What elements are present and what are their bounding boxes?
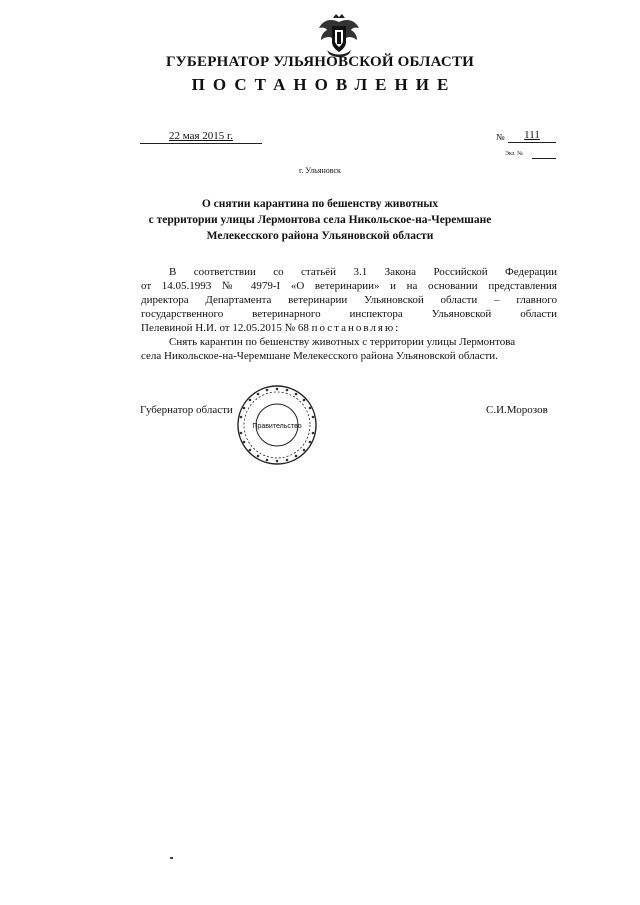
subject-line: Мелекесского района Ульяновской области [206, 230, 434, 242]
body-line [141, 321, 557, 335]
city: г. Ульяновск [299, 166, 341, 175]
coat-of-arms-icon [317, 12, 361, 58]
decree-word: постановляю: [311, 322, 401, 334]
official-seal-icon [235, 383, 319, 467]
seal-text: Правительство [252, 423, 302, 430]
document-number: 111 [508, 129, 556, 143]
date-value: 22 мая 2015 г. [168, 130, 234, 142]
scan-speck [170, 857, 173, 859]
copy-number-label: Экз. № [505, 151, 523, 157]
document-type: ПОСТАНОВЛЕНИЕ [191, 75, 457, 94]
signer-title: Губернатор области [140, 404, 233, 416]
body-line-start: Пелевиной Н.И. от 12.05.2015 № 68 [141, 322, 309, 334]
body-line: В соответствии со статьёй 3.1 Закона Российской Федерации [169, 266, 557, 278]
issuing-authority: ГУБЕРНАТОР УЛЬЯНОВСКОЙ ОБЛАСТИ [165, 54, 475, 70]
number-label: № [496, 132, 505, 142]
document-subject [120, 196, 520, 244]
subject-line: с территории улицы Лермонтова села Никольское-на-Черемшане [148, 214, 492, 226]
subject-line: О снятии карантина по бешенству животных [201, 198, 439, 210]
body-line: директора Департамента ветеринарии Ульяновской области – главного [141, 294, 557, 306]
body-line: государственного ветеринарного инспектора Ульяновской области [141, 308, 557, 320]
body-line: Снять карантин по бешенству животных с территории улицы Лермонтова [169, 336, 516, 348]
body-line: от 14.05.1993 № 4979-I «О ветеринарии» и на основании представления [141, 280, 557, 292]
signer-name: С.И.Морозов [486, 404, 548, 416]
copy-number-field [532, 158, 556, 159]
body-line: села Никольское-на-Черемшане Мелекесского района Ульяновской области. [141, 350, 498, 362]
document-date [140, 130, 262, 144]
document-body [141, 265, 557, 363]
